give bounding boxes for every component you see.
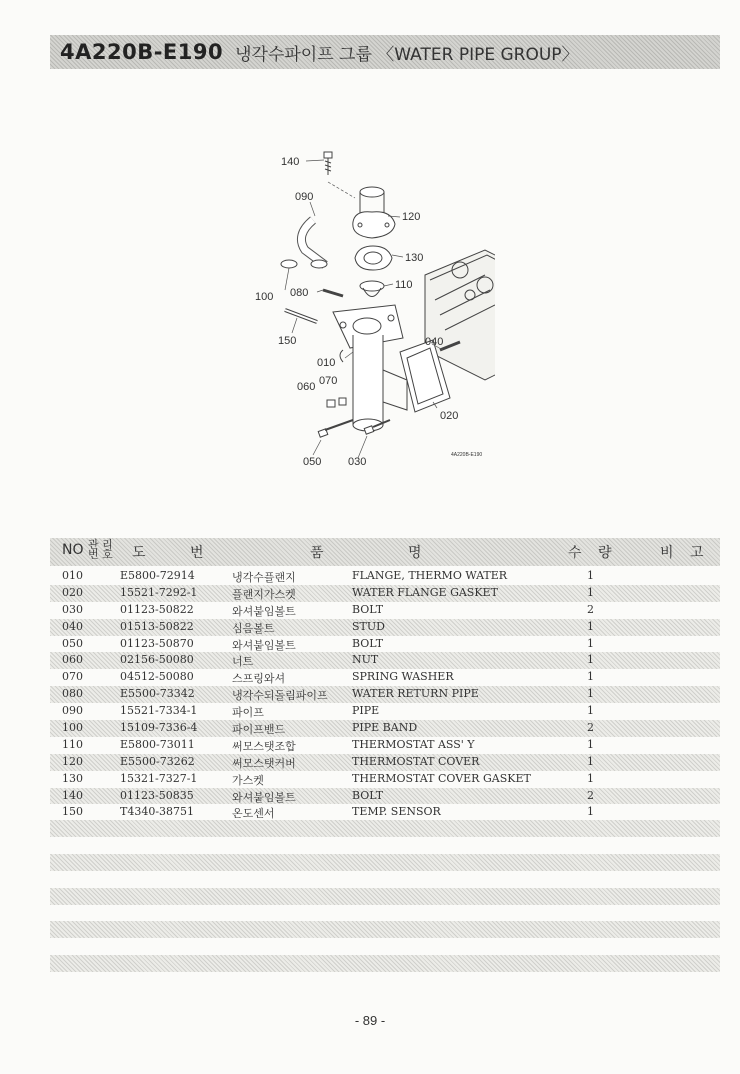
cell-name-korean: 너트 [232, 655, 254, 669]
cell-quantity: 1 [587, 737, 594, 751]
cell-no: 150 [62, 805, 83, 819]
cell-quantity: 1 [587, 754, 594, 768]
group-title: 냉각수파이프 그룹 〈WATER PIPE GROUP〉 [235, 44, 579, 65]
cell-no: 080 [62, 687, 83, 701]
cell-name-english: WATER FLANGE GASKET [352, 585, 498, 599]
table-row [50, 669, 720, 686]
cell-name-korean: 냉각수되돌림파이프 [232, 689, 328, 703]
cell-name-english: PIPE BAND [352, 721, 418, 735]
cell-quantity: 1 [587, 636, 594, 650]
cell-part-number: 15109-7336-4 [120, 721, 198, 735]
cell-name-korean: 써모스탯커버 [232, 756, 296, 770]
cell-no: 070 [62, 670, 83, 684]
cell-name-korean: 가스켓 [232, 773, 264, 787]
table-row [50, 585, 720, 602]
cell-quantity: 1 [587, 805, 594, 819]
cell-name-korean: 써모스탯조합 [232, 739, 296, 753]
callout-070: 070 [319, 375, 338, 387]
cell-quantity: 1 [587, 771, 594, 785]
cell-name-english: TEMP. SENSOR [352, 805, 441, 819]
table-row [50, 652, 720, 669]
table-row [50, 703, 720, 720]
cell-name-korean: 스프링와셔 [232, 672, 286, 686]
cell-quantity: 1 [587, 585, 594, 599]
header-go: 고 [690, 545, 704, 561]
callout-140: 140 [281, 156, 300, 168]
cell-no: 090 [62, 704, 83, 718]
cell-part-number: E5800-73011 [120, 737, 195, 751]
cell-name-english: WATER RETURN PIPE [352, 687, 479, 701]
callout-030: 030 [348, 456, 367, 468]
cell-part-number: 01123-50870 [120, 636, 194, 650]
callout-110: 110 [395, 279, 413, 291]
callout-010: 010 [317, 357, 336, 369]
blank-row [50, 921, 720, 938]
return-pipe-drawing [323, 290, 343, 296]
cell-name-english: THERMOSTAT COVER [352, 754, 480, 768]
cell-name-english: THERMOSTAT ASS' Y [352, 737, 475, 751]
cell-part-number: 01123-50835 [120, 788, 194, 802]
callout-090: 090 [295, 191, 314, 203]
cell-name-korean: 온도센서 [232, 807, 275, 821]
cell-name-english: BOLT [352, 602, 384, 616]
cell-no: 040 [62, 619, 83, 633]
cell-quantity: 1 [587, 619, 594, 633]
blank-row [50, 955, 720, 972]
nut-washer-drawing [327, 398, 346, 407]
header-kanri [88, 540, 113, 560]
cell-part-number: E5800-72914 [120, 569, 195, 582]
cell-name-korean: 와셔붙임볼트 [232, 790, 296, 804]
header-myeong: 명 [408, 545, 422, 561]
cell-part-number: 15521-7334-1 [120, 704, 198, 718]
header-no: NO [62, 542, 84, 558]
cell-no: 110 [62, 737, 83, 751]
cell-name-english: SPRING WASHER [352, 670, 454, 684]
cell-name-english: STUD [352, 619, 385, 633]
callout-120: 120 [402, 211, 421, 223]
page-number: - 89 - [354, 1013, 386, 1028]
pipe-drawing [281, 220, 327, 268]
callout-100: 100 [255, 291, 274, 303]
cell-no: 020 [62, 585, 83, 599]
cell-quantity: 1 [587, 653, 594, 667]
table-row [50, 636, 720, 653]
cell-name-english: NUT [352, 653, 379, 667]
blank-row [50, 854, 720, 871]
cell-part-number: E5500-73342 [120, 687, 195, 701]
flange-drawing [333, 305, 407, 431]
table-row [50, 568, 720, 585]
group-code: 4A220B-E190 [60, 40, 224, 64]
cell-name-korean: 파이프 [232, 706, 264, 720]
callout-130: 130 [405, 252, 424, 264]
cell-no: 100 [62, 721, 83, 735]
cell-no: 050 [62, 636, 83, 650]
cell-name-korean: 냉각수플랜지 [232, 571, 296, 584]
cell-name-korean: 심음볼트 [232, 621, 275, 635]
table-row [50, 602, 720, 619]
callout-080: 080 [290, 287, 309, 299]
cell-name-english: THERMOSTAT COVER GASKET [352, 771, 531, 785]
cell-part-number: 15321-7327-1 [120, 771, 198, 785]
thermostat-drawing [360, 281, 384, 297]
callout-040: 040 [425, 336, 444, 348]
header-beon: 번 [190, 545, 204, 561]
cell-no: 010 [62, 569, 83, 582]
header-do: 도 [132, 545, 146, 561]
cell-name-english: FLANGE, THERMO WATER [352, 569, 508, 582]
cell-quantity: 1 [587, 704, 594, 718]
table-row [50, 619, 720, 636]
callout-050: 050 [303, 456, 322, 468]
cell-no: 140 [62, 788, 83, 802]
cell-quantity: 2 [587, 788, 594, 802]
table-row [50, 771, 720, 788]
cell-quantity: 2 [587, 602, 594, 616]
cell-part-number: E5500-73262 [120, 754, 195, 768]
cell-part-number: 01513-50822 [120, 619, 194, 633]
blank-row [50, 888, 720, 905]
cell-quantity: 2 [587, 721, 594, 735]
cell-no: 120 [62, 754, 83, 768]
title-bar [50, 35, 720, 69]
callout-060: 060 [297, 381, 316, 393]
cell-part-number: 01123-50822 [120, 602, 194, 616]
header-su: 수 [568, 545, 582, 561]
cell-name-english: PIPE [352, 704, 380, 718]
cell-name-korean: 플랜지가스켓 [232, 587, 296, 601]
cell-no: 130 [62, 771, 83, 785]
cell-part-number: 15521-7292-1 [120, 585, 198, 599]
table-row [50, 737, 720, 754]
table-row [50, 788, 720, 805]
cell-part-number: 02156-50080 [120, 653, 194, 667]
parts-diagram [255, 140, 495, 480]
blank-row [50, 820, 720, 837]
callout-020: 020 [440, 410, 459, 422]
cell-part-number: 04512-50080 [120, 670, 194, 684]
sensor-drawing [285, 310, 317, 322]
header-kanri-bottom: 번 호 [88, 548, 113, 561]
callout-150: 150 [278, 335, 297, 347]
figure-id: 4A220B-E190 [451, 452, 483, 458]
cell-name-korean: 와셔붙임볼트 [232, 604, 296, 618]
bolt-140-drawing [324, 152, 332, 175]
cell-name-english: BOLT [352, 788, 384, 802]
cell-quantity: 1 [587, 569, 594, 582]
cell-name-english: BOLT [352, 636, 384, 650]
table-row [50, 804, 720, 821]
table-row [50, 720, 720, 737]
cell-no: 030 [62, 602, 83, 616]
parts-table [50, 568, 720, 821]
header-kanri-top: 관 리 [88, 538, 113, 551]
cell-quantity: 1 [587, 687, 594, 701]
cell-part-number: T4340-38751 [120, 805, 195, 819]
table-row [50, 754, 720, 771]
cell-quantity: 1 [587, 670, 594, 684]
cell-name-korean: 파이프밴드 [232, 723, 286, 737]
cell-name-korean: 와셔붙임볼트 [232, 638, 296, 652]
table-row [50, 686, 720, 703]
thermostat-cover-drawing [353, 187, 395, 238]
bolt-050-drawing [318, 420, 353, 437]
header-bi: 비 [660, 545, 674, 561]
gasket-drawing [355, 246, 392, 270]
cell-no: 060 [62, 653, 83, 667]
header-ryang: 량 [598, 545, 612, 561]
table-header [50, 538, 720, 566]
header-pum: 품 [310, 545, 324, 561]
